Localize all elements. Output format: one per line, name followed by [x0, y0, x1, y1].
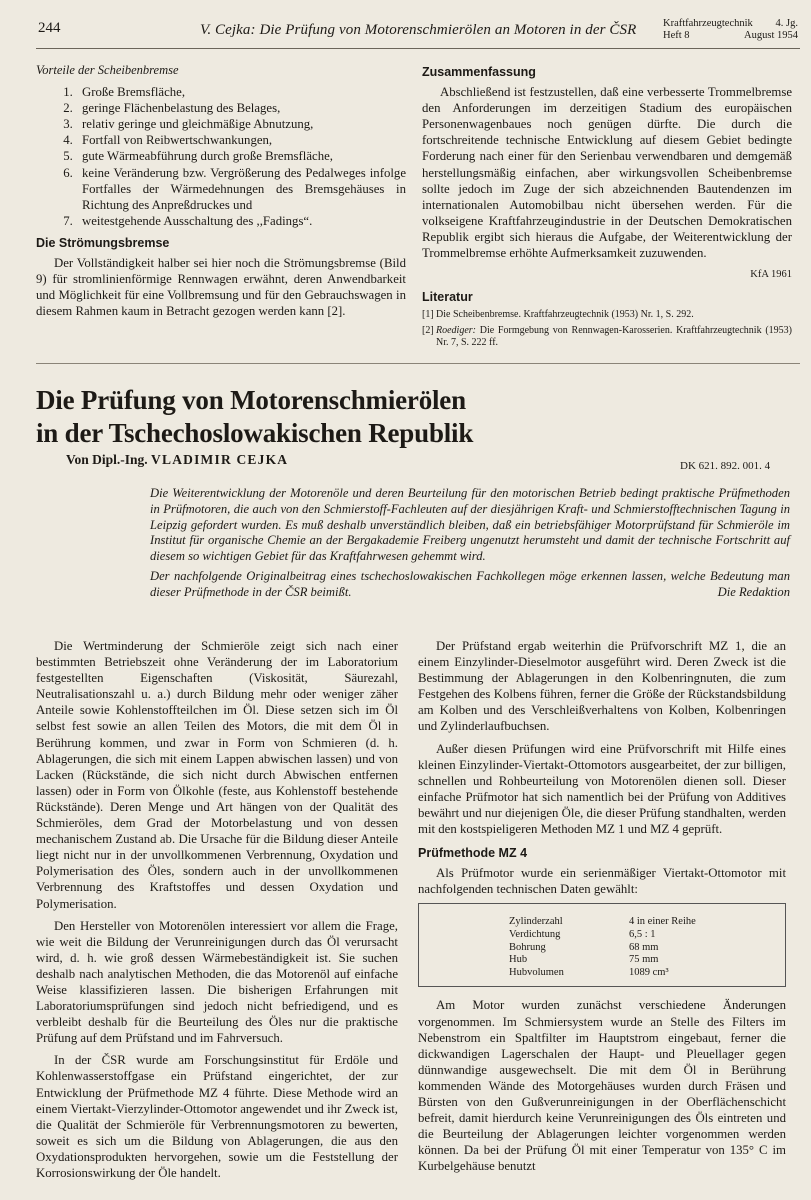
paragraph: In der ČSR wurde am Forschungsinstitut für Erdöle und Kohlenwasserstoffgase ein Prüfstand eingerichtet, der zur Entwicklung der Prüfmethode MZ 4 führte. Diese Methode wird an einem Viertakt-Vierzylinder-Ottomotor angewendet und ihr Zweck ist, die Qualität der Schmieröle für Verbrennungsmotoren zu bewerten, soweit es sich um die Bildung von Ablagerungen, die aus den Oxydationsprodukten hervorgehen, sowie um die Feststellung der Korrosionswirkung der Öle handelt.	[36, 1053, 398, 1180]
paragraph: Als Prüfmotor wurde ein serienmäßiger Viertakt-Ottomotor mit nachfolgenden technischen Daten gewählt:	[418, 866, 786, 897]
advantages-list	[36, 84, 406, 229]
title-line: in der Tschechoslowakischen Republik	[36, 418, 474, 448]
list-item: 2. geringe Flächenbelastung des Belages,	[76, 100, 406, 116]
list-item: 3. relativ geringe und gleichmäßige Abnutzung,	[76, 116, 406, 132]
reference-item	[422, 325, 792, 350]
kfa-reference: KfA 1961	[750, 269, 792, 281]
paragraph: Abschließend ist festzustellen, daß eine verbesserte Trommelbremse den Anforderungen im derzeitigen Stadium des europäischen Personenwagenbaues noch genügen dürfte. Die durch die fortschreitende technische Entwicklung auf diesem Gebiet bedingte Forderung nach einer für den Serienbau verwendbaren und demgemäß herstellungsmäßig einfachen, aber wirkungsvollen Scheibenbremse sollte jedoch im Zuge der sich abzeichnenden Bautendenzen im internationalen Automobilbau nicht übersehen werden. Für die volkseigene Kraftfahrzeugindustrie in der Deutschen Demokratischen Republik ergibt sich hieraus die Aufgabe, der Weiterentwicklung der Trommelbremse erhöhte Aufmerksamkeit zuzuwenden.	[422, 85, 792, 261]
table-value: 6,5 : 1	[629, 929, 656, 940]
byline	[66, 452, 288, 468]
advantages-heading: Vorteile der Scheibenbremse	[36, 63, 179, 77]
paragraph: Der Vollständigkeit halber sei hier noch die Strömungsbremse (Bild 9) für stromlinienförmige Rennwagen erwähnt, deren Anwendbarkeit und Möglichkeit für eine Vollbremsung und für den Gebrauchswagen in diesem Rahmen kaum in Betracht gezogen werden kann [2].	[36, 256, 406, 319]
editorial-signature: Die Redaktion	[717, 584, 790, 599]
journal-name: Kraftfahrzeugtechnik	[663, 18, 753, 29]
table-value: 1089 cm³	[629, 966, 669, 978]
dk-classification: DK 621. 892. 001. 4	[680, 460, 771, 472]
paragraph: Der Prüfstand ergab weiterhin die Prüfvorschrift MZ 1, die an einem Einzylinder-Dieselmotor ausgeführt wird. Deren Zweck ist die Bestimmung der Ablagerungen in den Kolbenringnuten, die zum Festgehen des Kolbens führen, ferner die Größe der Rückstandsbildung am Kolben und des Verschleißverhaltens von Kolben, Kolbenringen und Zylinderlaufbuchsen.	[418, 639, 786, 734]
article-right-column	[418, 638, 786, 1180]
journal-info	[663, 18, 798, 42]
table-value: 68 mm	[629, 941, 659, 953]
page-number: 244	[38, 20, 61, 36]
table-row	[509, 954, 696, 967]
table-label: Hubvolumen	[509, 966, 564, 978]
table-row	[509, 942, 696, 955]
reference-number: [1]	[422, 309, 434, 321]
table-label: Hub	[509, 954, 528, 966]
section-heading-zusammenfassung: Zusammenfassung	[422, 65, 536, 79]
table-row	[509, 929, 696, 942]
section-heading-pruefmethode-mz4: Prüfmethode MZ 4	[418, 846, 528, 861]
reference-text: Die Formgebung von Rennwagen-Karosserien. Kraftfahrzeugtechnik (1953) Nr. 7, S. 222 ff.	[436, 324, 792, 349]
section-heading-literatur: Literatur	[422, 290, 473, 305]
byline-prefix: Von Dipl.-Ing.	[66, 452, 148, 467]
article-title	[36, 384, 473, 450]
reference-text: Die Scheibenbremse. Kraftfahrzeugtechnik (1953) Nr. 1, S. 292.	[436, 309, 694, 321]
reference-item	[422, 309, 792, 322]
reference-author: Roediger:	[436, 324, 476, 336]
table-value: 75 mm	[629, 954, 659, 966]
paragraph: Den Hersteller von Motorenölen interessiert vor allem die Frage, wie weit die Bildung der Verunreinigungen durch das Öl verursacht wird, d. h. wie groß dessen Wärmebeständigkeit ist. Sie suchen deshalb nach analytischen Methoden, die das Motorenöl auf einfache Weise klassifizieren lassen. Die bisherigen Erfahrungen mit Laboratoriumsprüfungen sind jedoch nicht befriedigend, und es verbleibt deshalb für die Beurteilung des Öles nur die praktische Prüfung auf dem Prüfstand und im Fahrversuch.	[36, 918, 398, 1046]
table-label: Bohrung	[509, 941, 546, 953]
list-item: 5. gute Wärmeabführung durch große Bremsfläche,	[76, 148, 406, 164]
journal-issue: Heft 8	[663, 30, 690, 41]
table-label: Zylinderzahl	[509, 916, 563, 928]
list-item: 1. Große Bremsfläche,	[76, 84, 406, 100]
list-item: 4. Fortfall von Reibwertschwankungen,	[76, 132, 406, 148]
list-item: 6. keine Veränderung bzw. Vergrößerung des Pedalweges infolge Fortfalles der Wärmedehnungen des Bremsgehäuses in Richtung des Anpreßdruckes und	[76, 165, 406, 213]
running-title: V. Cejka: Die Prüfung von Motorenschmierölen an Motoren in der ČSR	[200, 22, 637, 38]
editorial-abstract	[150, 486, 790, 605]
table-label: Verdichtung	[509, 929, 561, 940]
journal-volume: 4. Jg.	[775, 18, 798, 29]
list-item: 7. weitestgehende Ausschaltung des ,,Fadings“.	[76, 213, 406, 229]
header-rule	[36, 48, 800, 49]
abstract-text: Der nachfolgende Originalbeitrag eines tschechoslowakischen Fachkollegen möge erkennen lassen, welche Bedeutung man dieser Prüfmethode in der ČSR beimißt.	[150, 568, 790, 599]
author-name: VLADIMIR CEJKA	[151, 452, 289, 467]
table-row	[509, 967, 696, 980]
prev-left-column	[36, 62, 406, 325]
prev-right-column	[422, 64, 792, 353]
engine-data-table	[418, 903, 786, 987]
article-separator	[36, 363, 800, 364]
title-line: Die Prüfung von Motorenschmierölen	[36, 385, 466, 415]
table-value: 4 in einer Reihe	[629, 916, 696, 928]
reference-number: [2]	[422, 324, 434, 336]
abstract-paragraph: Die Weiterentwicklung der Motorenöle und deren Beurteilung für den motorischen Betrieb bedingt praktische Prüfmethoden in Prüfmotoren, die auch von den Schmierstoff-Fachleuten auf der diesjährigen Kraft- und Schmierstofftechnischen Tagung in Leipzig gefordert wurden. Es muß deshalb unverständlich bleiben, daß ein betriebsfähiger Motorprüfstand für Schmieröle im Institut für organische Chemie an der Bergakademie Freiberg ungenutzt herumsteht und damit der technische Fortschritt auf diesem so wichtigen Gebiet für das Kraftfahrwesen gehemmt wird.	[150, 486, 790, 564]
paragraph: Am Motor wurden zunächst verschiedene Änderungen vorgenommen. Im Schmiersystem wurde an Stelle des Filters im Nebenstrom ein Spaltfilter im Hauptstrom eingebaut, ferner die dickwandigen Lagerschalen der Haupt- und Pleuellager gegen dünnwandige ausgewechselt. Die mit dem Öl in Berührung kommenden Wände des Motorgehäuses wurden durch Fräsen und Bürsten von den Gußverunreinigungen in der Oberflächenschicht befreit, damit hierdurch keine Verunreinigungen des Öls eintreten und die Beurteilung der Ablagerungen leichter vorgenommen werden können. Da bei der Prüfung Öl mit einer Temperatur von 135° C im Kurbelgehäuse benutzt	[418, 998, 786, 1174]
abstract-paragraph	[150, 569, 790, 601]
section-heading-stroemungsbremse: Die Strömungsbremse	[36, 235, 170, 250]
article-left-column	[36, 638, 398, 1187]
paragraph: Die Wertminderung der Schmieröle zeigt sich nach einer bestimmten Betriebszeit ohne Veränderung der im Laboratorium festgestellten Eigenschaften (Viskosität, Säurezahl, Neutralisationszahl u. a.) durch Bildung mehr oder weniger zäher Anteile sowie Kohlenstoffteilchen im Öl. Diese setzen sich im Öl selbst fest sowie an allen Teilen des Motors, die mit dem Öl in Berührung kommen, und zwar in Form von Schmieren (d. h. Ablagerungen, die sich mit einem Lappen abwischen lassen) und von Lacken (Rückstände, die sich nicht durch Abwischen entfernen lassen) oder in Form von Ölkohle (feste, aus Kohlenstoff bestehende Rückstände). Deren Menge und Art hängen von der Qualität des Schmieröles, dem Grad der Motorbelastung und von dessen mechanischem Zustand ab. Die Ursache für die Bildung dieser Anteile liegt nicht nur in der unvollkommenen Verbrennung, Oxydation und Polymerisation des Öles, sondern auch in der unvollkommenen Verbrennung des Kraftstoffes und dessen Oxydation und Polymerisation.	[36, 639, 398, 911]
table-row	[509, 916, 696, 929]
journal-date: August 1954	[744, 30, 798, 41]
paragraph: Außer diesen Prüfungen wird eine Prüfvorschrift mit Hilfe eines kleinen Einzylinder-Viertakt-Ottomotors ausgearbeitet, der zur billigen, schnellen und Rohbeurteilung von Motorenölen dienen soll. Dieser einfache Prüfmotor hat sich namentlich bei der Prüfung von Additives bewährt und nur diejenigen Öle, die dieser Prüfung standhalten, werden mit den kostspieligeren Methoden MZ 1 und MZ 4 geprüft.	[418, 741, 786, 837]
